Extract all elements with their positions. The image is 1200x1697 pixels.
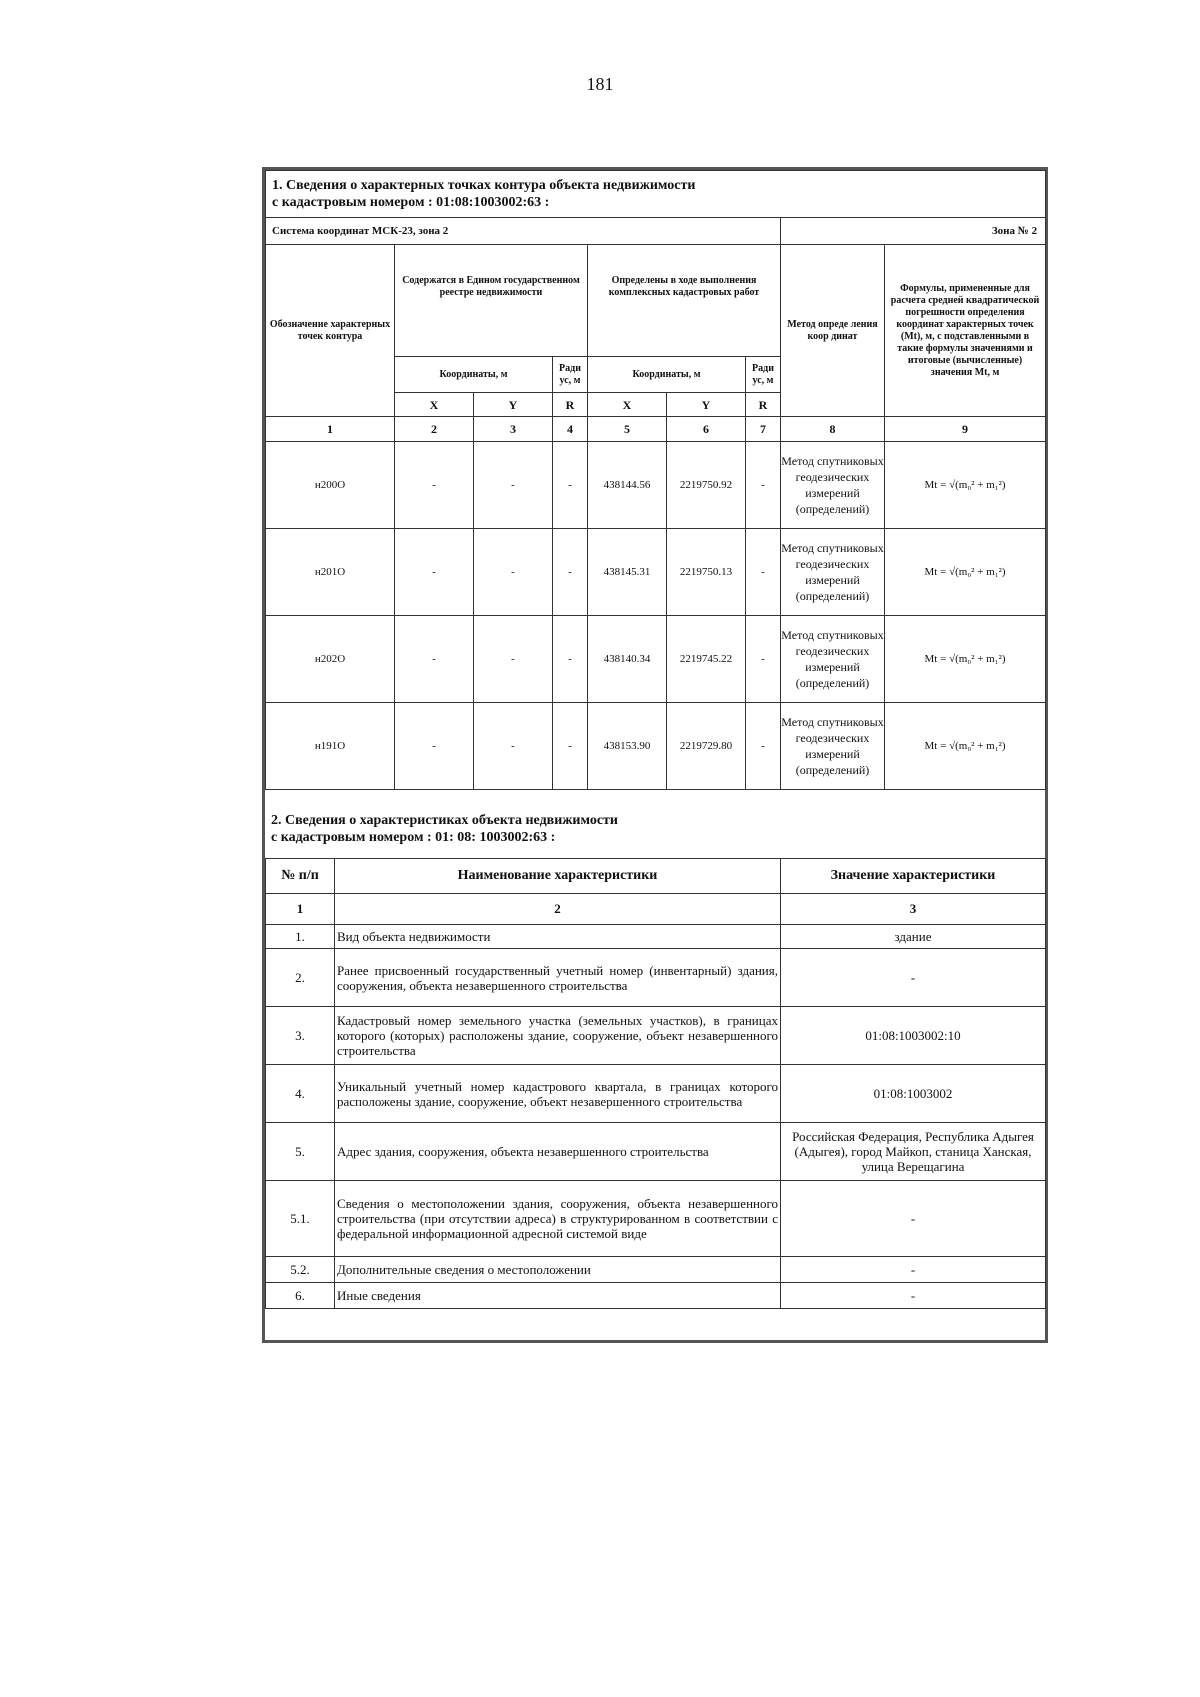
row-num: 4. xyxy=(266,1065,335,1123)
point-x2: 438145.31 xyxy=(588,529,667,616)
section2-title-line2: с кадастровым номером : 01: 08: 1003002:63 : xyxy=(271,830,556,845)
col-number: 1 xyxy=(266,894,335,925)
col-number: 6 xyxy=(667,417,746,442)
header-formula: Формулы, примененные для расчета средней квадратической погрешности определения координат характерных точек (Mt), м, с подставленными в такие формулы значениями и итоговые (вычисленные) значения Mt, м xyxy=(885,245,1046,417)
point-r2: - xyxy=(746,616,781,703)
point-r2: - xyxy=(746,442,781,529)
section1-title-line1: 1. Сведения о характерных точках контура объекта недвижимости xyxy=(272,178,696,193)
row-num: 5.1. xyxy=(266,1181,335,1257)
point-method: Метод спутниковых геодезических измерений (определений) xyxy=(781,616,885,703)
point-method: Метод спутниковых геодезических измерений (определений) xyxy=(781,442,885,529)
col-number: 2 xyxy=(335,894,781,925)
row-name: Вид объекта недвижимости xyxy=(335,925,781,949)
header-method: Метод опреде ления коор динат xyxy=(781,245,885,417)
point-x2: 438144.56 xyxy=(588,442,667,529)
points-table xyxy=(265,170,1046,790)
point-r1: - xyxy=(553,616,588,703)
header-x-2: X xyxy=(588,393,667,417)
col-number: 5 xyxy=(588,417,667,442)
row-name: Ранее присвоенный государственный учетный номер (инвентарный) здания, сооружения, объекта незавершенного строительства xyxy=(335,949,781,1007)
point-name: н191О xyxy=(266,703,395,790)
section1-title-line2: с кадастровым номером : 01:08:1003002:63 : xyxy=(272,195,550,210)
point-name: н201О xyxy=(266,529,395,616)
point-r1: - xyxy=(553,442,588,529)
point-formula: Mt = √(m₀² + m₁²) xyxy=(885,442,1046,529)
table-row xyxy=(266,1065,1046,1123)
row-value: - xyxy=(781,949,1046,1007)
header-x: X xyxy=(395,393,474,417)
col-number: 4 xyxy=(553,417,588,442)
header-y: Y xyxy=(474,393,553,417)
point-x1: - xyxy=(395,529,474,616)
document-frame xyxy=(262,167,1048,1343)
row-name: Уникальный учетный номер кадастрового квартала, в границах которого расположены здание, сооружение, объект незавершенного строительства xyxy=(335,1065,781,1123)
point-y1: - xyxy=(474,703,553,790)
row-value: 01:08:1003002 xyxy=(781,1065,1046,1123)
point-row xyxy=(266,442,1046,529)
point-formula: Mt = √(m₀² + m₁²) xyxy=(885,616,1046,703)
col-number: 2 xyxy=(395,417,474,442)
table-row xyxy=(266,949,1046,1007)
point-name: н200О xyxy=(266,442,395,529)
point-y1: - xyxy=(474,616,553,703)
section2-title-line1: 2. Сведения о характеристиках объекта недвижимости xyxy=(271,813,618,828)
header-coords: Координаты, м xyxy=(395,357,553,393)
point-x2: 438153.90 xyxy=(588,703,667,790)
row-num: 5.2. xyxy=(266,1257,335,1283)
point-formula: Mt = √(m₀² + m₁²) xyxy=(885,529,1046,616)
point-y2: 2219750.13 xyxy=(667,529,746,616)
table-row xyxy=(266,1123,1046,1181)
point-method: Метод спутниковых геодезических измерений (определений) xyxy=(781,703,885,790)
row-name: Сведения о местоположении здания, сооружения, объекта незавершенного строительства (при отсутствии адреса) в структурированном в соответствии с федеральной информационной адресной системой виде xyxy=(335,1181,781,1257)
point-r2: - xyxy=(746,529,781,616)
header-num: № п/п xyxy=(266,859,335,894)
row-num: 3. xyxy=(266,1007,335,1065)
page-number: 181 xyxy=(586,74,614,94)
point-row xyxy=(266,703,1046,790)
coord-system: Система координат МСК-23, зона 2 xyxy=(266,218,781,245)
header-radius: Ради ус, м xyxy=(553,357,588,393)
point-x2: 438140.34 xyxy=(588,616,667,703)
point-method: Метод спутниковых геодезических измерений (определений) xyxy=(781,529,885,616)
row-num: 1. xyxy=(266,925,335,949)
point-r1: - xyxy=(553,529,588,616)
row-value: - xyxy=(781,1181,1046,1257)
header-egrn: Содержатся в Едином государственном реестре недвижимости xyxy=(395,245,588,357)
row-value: 01:08:1003002:10 xyxy=(781,1007,1046,1065)
row-name: Иные сведения xyxy=(335,1283,781,1309)
table-row xyxy=(266,1257,1046,1283)
point-r1: - xyxy=(553,703,588,790)
point-y1: - xyxy=(474,529,553,616)
header-name: Наименование характеристики xyxy=(335,859,781,894)
row-value: - xyxy=(781,1257,1046,1283)
point-name: н202О xyxy=(266,616,395,703)
point-x1: - xyxy=(395,703,474,790)
table-row xyxy=(266,925,1046,949)
section1-title xyxy=(266,171,1046,218)
col-number: 9 xyxy=(885,417,1046,442)
row-num: 2. xyxy=(266,949,335,1007)
table-row xyxy=(266,1283,1046,1309)
header-coords-2: Координаты, м xyxy=(588,357,746,393)
row-value: здание xyxy=(781,925,1046,949)
header-designation: Обозначение характерных точек контура xyxy=(266,245,395,417)
col-number: 8 xyxy=(781,417,885,442)
header-radius-2: Ради ус, м xyxy=(746,357,781,393)
col-number: 7 xyxy=(746,417,781,442)
characteristics-table xyxy=(265,858,1046,1309)
point-y2: 2219750.92 xyxy=(667,442,746,529)
col-number: 3 xyxy=(474,417,553,442)
row-value: - xyxy=(781,1283,1046,1309)
row-num: 5. xyxy=(266,1123,335,1181)
col-number: 1 xyxy=(266,417,395,442)
row-value: Российская Федерация, Республика Адыгея (Адыгея), город Майкоп, станица Ханская, улица Верещагина xyxy=(781,1123,1046,1181)
point-y2: 2219729.80 xyxy=(667,703,746,790)
header-r-2: R xyxy=(746,393,781,417)
point-y1: - xyxy=(474,442,553,529)
point-x1: - xyxy=(395,616,474,703)
row-name: Дополнительные сведения о местоположении xyxy=(335,1257,781,1283)
row-name: Кадастровый номер земельного участка (земельных участков), в границах которого (которых) расположены здание, сооружение, объект незавершенного строительства xyxy=(335,1007,781,1065)
point-x1: - xyxy=(395,442,474,529)
point-r2: - xyxy=(746,703,781,790)
point-row xyxy=(266,529,1046,616)
table-row xyxy=(266,1007,1046,1065)
table-row xyxy=(266,1181,1046,1257)
row-num: 6. xyxy=(266,1283,335,1309)
header-r: R xyxy=(553,393,588,417)
point-formula: Mt = √(m₀² + m₁²) xyxy=(885,703,1046,790)
point-y2: 2219745.22 xyxy=(667,616,746,703)
zone-label: Зона № 2 xyxy=(781,218,1046,245)
header-value: Значение характеристики xyxy=(781,859,1046,894)
header-complex: Определены в ходе выполнения комплексных кадастровых работ xyxy=(588,245,781,357)
section2-title xyxy=(265,790,1045,858)
header-y-2: Y xyxy=(667,393,746,417)
row-name: Адрес здания, сооружения, объекта незавершенного строительства xyxy=(335,1123,781,1181)
col-number: 3 xyxy=(781,894,1046,925)
point-row xyxy=(266,616,1046,703)
